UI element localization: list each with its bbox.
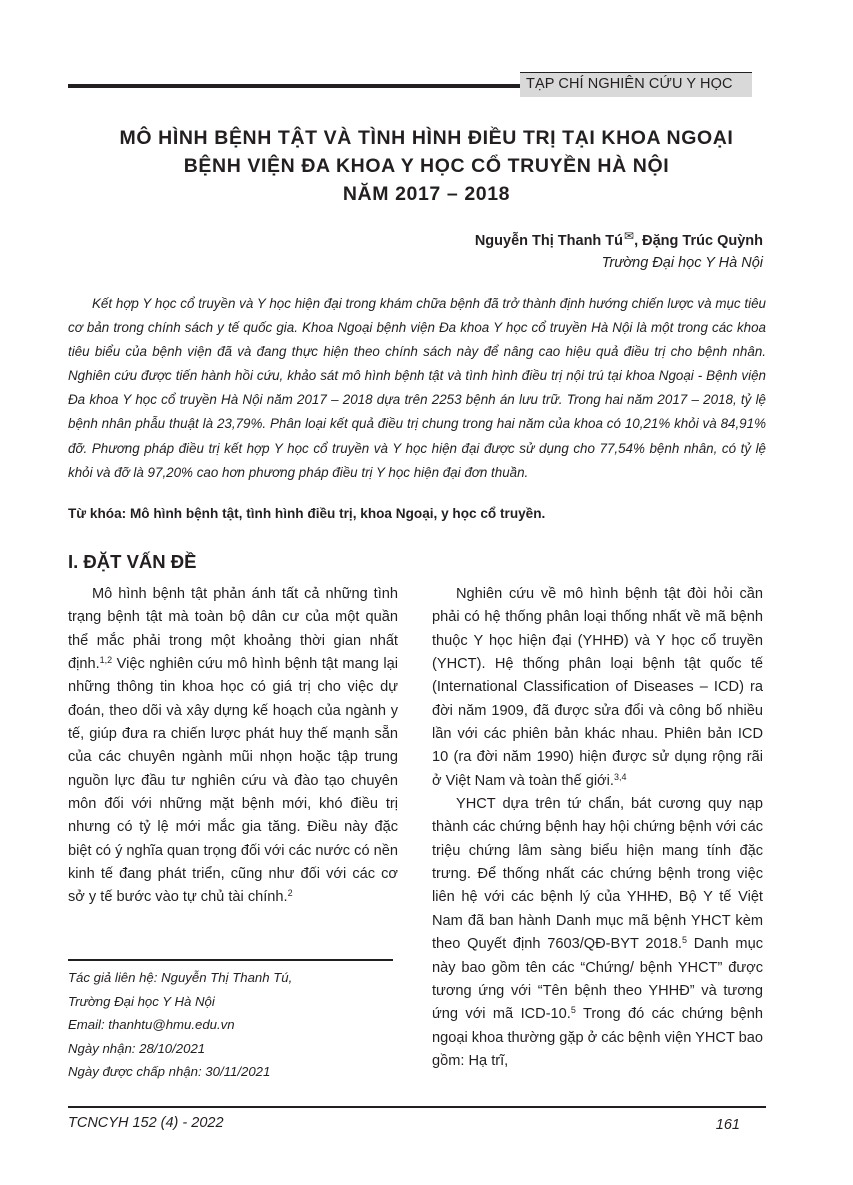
author-list xyxy=(475,229,763,249)
citation: 5 xyxy=(681,935,687,946)
accepted-date: Ngày được chấp nhận: 30/11/2021 xyxy=(68,1064,271,1079)
text-run: YHCT dựa trên tứ chẩn, bát cương quy nạp thành các chứng bệnh hay hội chứng bệnh với các triệu chứng lâm sàng biểu hiện mang tính đặc trưng. Để thống nhất các chứng bệnh trong việc liên hệ với các bệnh lý của YHHĐ, Bộ Y tế Việt Nam đã ban hành Danh mục mã bệnh YHCT kèm theo Quyết định 7603/QĐ-BYT 2018. xyxy=(432,796,763,953)
envelope-icon: ✉ xyxy=(624,229,635,243)
title-line-3: NĂM 2017 – 2018 xyxy=(342,183,511,205)
footer-rule xyxy=(68,1106,766,1108)
citation: 5 xyxy=(570,1005,576,1016)
text-run: Danh mục này bao gồm tên các “Chứng/ bệnh YHCT” được tương ứng với “Tên bệnh theo YHHĐ” và tương ứng với mã ICD-10. xyxy=(432,936,763,1023)
keywords: Từ khóa: Mô hình bệnh tật, tình hình điều trị, khoa Ngoại, y học cổ truyền. xyxy=(68,506,546,521)
paragraph xyxy=(432,793,763,1073)
article-title xyxy=(40,124,813,208)
page-number: 161 xyxy=(715,1117,740,1133)
text-run: Nghiên cứu về mô hình bệnh tật đòi hỏi cần phải có hệ thống phân loại thống nhất về mã bệnh thuộc Y học hiện đại (YHHĐ) và Y học cổ truyền (YHCT). Hệ thống phân loại bệnh tật quốc tế (International Classification of Diseases – ICD) ra đời năm 1909, đã được sửa đổi và công bố nhiều lần với các phiên bản khác nhau. Phiên bản ICD 10 (ra đời năm 1990) hiện được sử dụng rộng rãi ở Việt Nam và toàn thế giới. xyxy=(432,586,763,789)
footnotes xyxy=(68,966,292,1084)
email: Email: thanhtu@hmu.edu.vn xyxy=(68,1017,235,1032)
paragraph xyxy=(432,583,763,793)
title-line-1: MÔ HÌNH BỆNH TẬT VÀ TÌNH HÌNH ĐIỀU TRỊ TẠI KHOA NGOẠI xyxy=(119,127,734,149)
section-heading: I. ĐẶT VẤN ĐỀ xyxy=(68,551,197,572)
abstract xyxy=(68,292,766,485)
journal-header xyxy=(520,72,752,97)
abstract-text: Kết hợp Y học cổ truyền và Y học hiện đại trong khám chữa bệnh đã trở thành định hướng chiến lược và mục tiêu cơ bản trong chính sách y tế quốc gia. Khoa Ngoại bệnh viện Đa khoa Y học cổ truyền Hà Nội là một trong các khoa tiêu biểu của bệnh viện đã và đang thực hiện theo chính sách này để nâng cao hiệu quả điều trị cho bệnh nhân. Nghiên cứu được tiến hành hồi cứu, khảo sát mô hình bệnh tật và tình hình điều trị nội trú tại khoa Ngoại - Bệnh viện Đa khoa Y học cổ truyền Hà Nội năm 2017 – 2018 dựa trên 2253 bệnh án lưu trữ. Trong hai năm 2017 – 2018, tỷ lệ bệnh nhân phẫu thuật là 23,79%. Phân loại kết quả điều trị chung trong hai năm của khoa có 10,21% khỏi và 84,91% đỡ. Phương pháp điều trị kết hợp Y học cổ truyền và Y học hiện đại được sử dụng cho 77,54% bệnh nhân, có tỷ lệ khỏi và đỡ là 97,20% cao hơn phương pháp điều trị Y học hiện đại đơn thuần. xyxy=(68,296,766,480)
left-column xyxy=(68,583,398,910)
title-line-2: BỆNH VIỆN ĐA KHOA Y HỌC CỔ TRUYỀN HÀ NỘI xyxy=(183,155,670,177)
corresponding-author: Tác giả liên hệ: Nguyễn Thị Thanh Tú, xyxy=(68,970,293,985)
author-2: , Đặng Trúc Quỳnh xyxy=(634,233,763,249)
footnote-rule xyxy=(68,959,393,961)
citation: 2 xyxy=(287,888,293,899)
received-date: Ngày nhận: 28/10/2021 xyxy=(68,1040,206,1056)
citation: 1,2 xyxy=(99,655,113,666)
paragraph xyxy=(68,583,398,910)
journal-name: TẠP CHÍ NGHIÊN CỨU Y HỌC xyxy=(526,76,733,92)
text-run: Mô hình bệnh tật phản ánh tất cả những tình trạng bệnh tật mà toàn bộ dân cư của một quần thể mắc phải trong một khoảng thời gian nhất định. xyxy=(68,586,398,673)
affiliation: Trường Đại học Y Hà Nội xyxy=(601,255,763,271)
author-1: Nguyễn Thị Thanh Tú xyxy=(474,233,624,249)
text-run: Trong đó các chứng bệnh ngoại khoa thường gặp ở các bệnh viện YHCT bao gồm: Hạ trĩ, xyxy=(432,1006,764,1069)
text-run: Việc nghiên cứu mô hình bệnh tật mang lại những thông tin khoa học có giá trị cho việc dự đoán, theo dõi và xây dựng kế hoạch của ngành y tế, giúp đưa ra chiến lược phát huy thế mạnh sẵn của các chuyên ngành mũi nhọn hoặc tập trung nguồn lực đầu tư nghiên cứu và đào tạo chuyên môn đối với những mặt bệnh mới, khó điều trị nhưng có tỷ lệ mới mắc gia tăng. Điều này đặc biệt có ý nghĩa quan trọng đối với các nước có nền kinh tế đang phát triển, cũng như đối với các cơ sở y tế bước vào tự chủ tài chính. xyxy=(68,656,398,906)
corresponding-affiliation: Trường Đại học Y Hà Nội xyxy=(68,993,215,1009)
journal-citation: TCNCYH 152 (4) - 2022 xyxy=(68,1115,224,1131)
right-column xyxy=(432,583,763,1073)
citation: 3,4 xyxy=(613,771,627,782)
header-rule xyxy=(68,84,526,88)
